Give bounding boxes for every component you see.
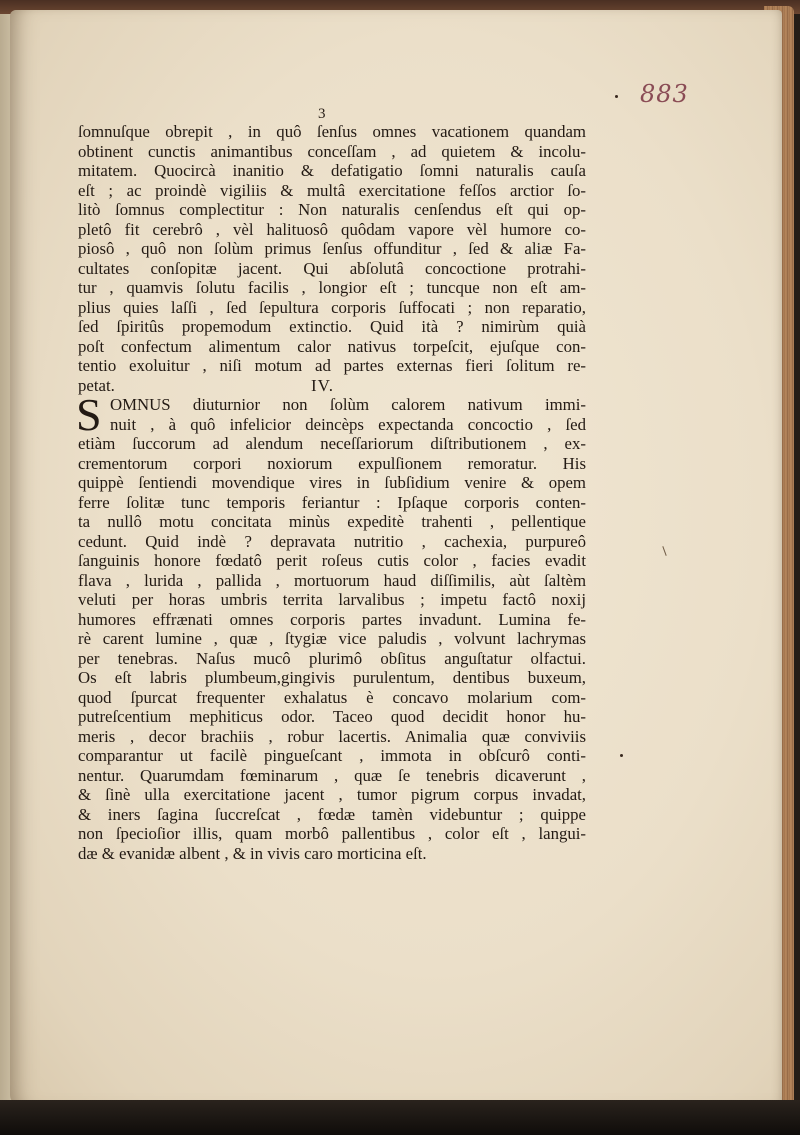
text-line: quod ſpurcat frequenter exhalatus è concavo molarium com- <box>78 687 586 707</box>
section-body <box>76 389 586 863</box>
text-line: humores effrænati omnes corporis partes invadunt. Lumina fe- <box>78 609 586 629</box>
text-line: meris , decor brachiis , robur lacertis. Animalia quæ conviviis <box>78 726 586 746</box>
section-heading-line <box>78 376 586 396</box>
text-line: OMNUS diuturnior non ſolùm calorem nativum immi- <box>110 395 586 414</box>
text-line: per tenebras. Naſus mucô plurimô obſitus anguſtatur olfactui. <box>78 648 586 668</box>
text-line: crementorum corpori noxiorum expulſionem remoratur. His <box>78 453 586 473</box>
text-line: putreſcentium mephiticus odor. Taceo quod decidit honor hu- <box>78 707 586 726</box>
text-line: & ſinè ulla exercitatione jacent , tumor pigrum corpus invadat, <box>78 785 586 804</box>
text-line: ſanguinis honore fœdatô perit roſeus cutis color , facies evadit <box>78 551 586 570</box>
text-line: tentio exoluitur , niſi motum ad partes externas fieri ſolitum re- <box>78 356 586 375</box>
text-line: ſed ſpiritûs propemodum extinctio. Quid ità ? nimirùm quià <box>78 317 586 336</box>
text-line: cultates conſopitæ jacent. Qui abſolutâ concoctione protrahi- <box>78 258 586 278</box>
handwritten-folio-number: 883 <box>640 80 689 108</box>
text-line: plius quies laſſi , ſed ſepultura corporis ſuffocati ; non reparatio, <box>78 297 586 317</box>
text-line: obtinent cunctis animantibus conceſſam , ad quietem & incolu- <box>78 141 586 161</box>
text-line: poſt confectum alimentum calor nativus torpeſcit, ejuſque con- <box>78 336 586 356</box>
text-line: etiàm ſuccorum ad alendum neceſſariorum diſtributionem , ex- <box>78 434 586 453</box>
page-number: 3 <box>318 106 326 122</box>
text-line: cedunt. Quid indè ? depravata nutritio , cachexia, purpureô <box>78 531 586 551</box>
text-line: comparantur ut facilè pingueſcant , immota in obſcurô conti- <box>78 746 586 765</box>
text-line: ferre ſolitæ tunc temporis feriantur : Ipſaque corporis conten- <box>78 492 586 512</box>
text-line: ta nullô motu concitata minùs expeditè trahenti , pellentique <box>78 512 586 531</box>
section-paragraph <box>76 389 586 844</box>
text-line: eſt ; ac proindè vigiliis & multâ exercitatione feſſos arctior ſo- <box>78 180 586 200</box>
text-line: veluti per horas umbris territa larvalibus ; impetu factô noxij <box>78 590 586 609</box>
paragraph-continued <box>78 122 586 376</box>
text-line: petat. <box>78 375 115 395</box>
text-line: pletô fit cerebrô , vèl halituosô quôdam vapore vèl humore co- <box>78 219 586 239</box>
text-line: flava , lurida , pallida , mortuorum haud diſſimilis, aùt ſaltèm <box>78 570 586 590</box>
text-line: rè carent lumine , quæ , ſtygiæ vice paludis , volvunt lachrymas <box>78 629 586 648</box>
text-line: piosô , quô non ſolùm primus ſenſus offunditur , ſed & aliæ Fa- <box>78 239 586 258</box>
bottom-shadow-strip <box>0 1100 800 1135</box>
text-line: non ſpecioſior illis, quam morbô pallentibus , color eſt , langui- <box>78 824 586 843</box>
text-line: ſomnuſque obrepit , in quô ſenſus omnes vacationem quandam <box>78 122 586 141</box>
text-line: tur , quamvis ſolutu facilis , longior eſt ; tuncque non eſt am- <box>78 278 586 297</box>
text-line: & iners ſagina ſuccreſcat , fœdæ tamèn videbuntur ; quippe <box>78 804 586 824</box>
final-text-line: dæ & evanidæ albent , & in vivis caro morticina eſt. <box>78 843 427 863</box>
text-line: nuit , à quô infelicior deincèps expectanda concoctio , ſed <box>110 414 586 434</box>
text-line: Os eſt labris plumbeum,gingivis purulentum, dentibus buxeum, <box>78 668 586 687</box>
main-text-block <box>78 122 586 863</box>
section-number: IV. <box>311 375 334 395</box>
text-line: litò ſomnus complectitur : Non naturalis cenſendus eſt qui op- <box>78 200 586 219</box>
ink-speck <box>620 754 623 757</box>
drop-cap: S <box>76 389 102 440</box>
text-line: mitatem. Quocircà inanitio & defatigatio ſomni naturalis cauſa <box>78 161 586 180</box>
ink-speck <box>615 95 618 98</box>
text-line: nentur. Quarumdam fœminarum , quæ ſe tenebris dicaverunt , <box>78 765 586 785</box>
text-line: quippè ſentiendi movendique vires in ſubſidium venire & opem <box>78 473 586 492</box>
